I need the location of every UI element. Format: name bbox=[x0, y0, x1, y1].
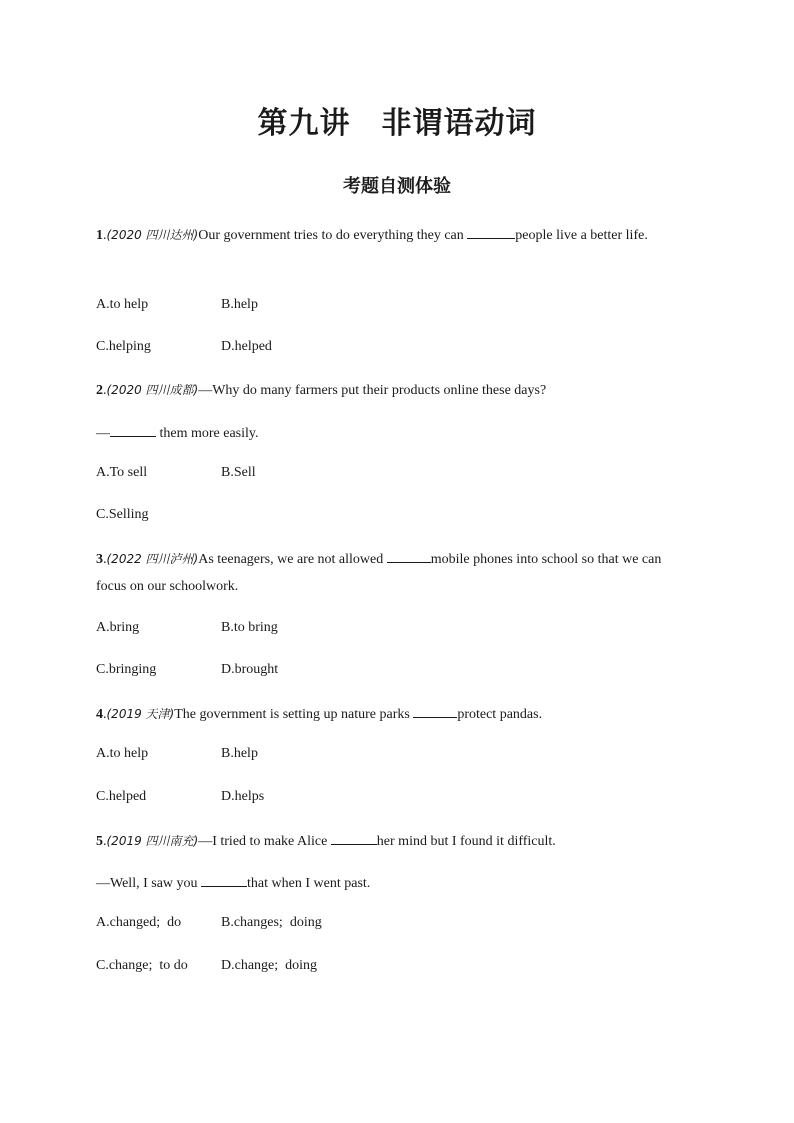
option-a: A.to help bbox=[96, 746, 149, 761]
answer-blank bbox=[413, 704, 457, 718]
question-1-stem: 1.(2020 四川达州)Our government tries to do everything they can people live a better life. bbox=[96, 221, 694, 250]
option-a: A.changed; do bbox=[96, 915, 182, 930]
stem-text: protect pandas. bbox=[457, 707, 543, 722]
stem-text: her mind but I found it difficult. bbox=[376, 834, 556, 849]
stem-text: people live a better life. bbox=[515, 228, 648, 243]
section-subtitle: 考题自测体验 bbox=[343, 176, 451, 197]
option-d: D.brought bbox=[221, 662, 279, 677]
option-b: B.changes; doing bbox=[221, 915, 322, 930]
question-5-reply bbox=[96, 873, 694, 893]
question-source: (2020 四川成都) bbox=[106, 383, 199, 397]
question-4-stem: 4.(2019 天津)The government is setting up nature parks protect pandas. bbox=[96, 704, 694, 724]
answer-blank bbox=[467, 225, 515, 239]
option-d: D.helped bbox=[221, 339, 272, 354]
stem-text: As teenagers, we are not allowed bbox=[198, 552, 387, 567]
answer-blank bbox=[201, 873, 247, 887]
stem-text: —I tried to make Alice bbox=[198, 834, 331, 849]
question-2-reply bbox=[96, 423, 694, 443]
option-a: A.To sell bbox=[96, 465, 148, 480]
question-source: (2019 四川南充) bbox=[106, 834, 199, 848]
question-source: (2020 四川达州) bbox=[106, 228, 199, 242]
option-a: A.to help bbox=[96, 297, 149, 312]
option-c: C.helped bbox=[96, 789, 147, 804]
question-number: 3 bbox=[96, 552, 103, 567]
reply-text: — bbox=[96, 426, 110, 441]
answer-blank bbox=[331, 831, 377, 845]
stem-text: —Why do many farmers put their products online these days? bbox=[198, 383, 547, 398]
option-b: B.Sell bbox=[221, 465, 256, 480]
option-c: C.bringing bbox=[96, 662, 157, 677]
question-source: (2022 四川泸州) bbox=[106, 552, 199, 566]
option-b: B.help bbox=[221, 297, 258, 312]
question-2-stem: 2.(2020 四川成都)—Why do many farmers put their products online these days? bbox=[96, 383, 547, 398]
question-source: (2019 天津) bbox=[106, 707, 175, 721]
question-3-stem-line2: focus on our schoolwork. bbox=[96, 579, 239, 594]
reply-text: them more easily. bbox=[156, 426, 259, 441]
option-a: A.bring bbox=[96, 620, 140, 635]
option-b: B.help bbox=[221, 746, 258, 761]
answer-blank bbox=[387, 549, 431, 563]
question-number: 5 bbox=[96, 834, 103, 849]
reply-text: that when I went past. bbox=[247, 876, 371, 891]
option-c: C.Selling bbox=[96, 507, 149, 522]
option-c: C.change; to do bbox=[96, 958, 188, 973]
page-title: 第九讲 非谓语动词 bbox=[257, 106, 537, 141]
question-number: 4 bbox=[96, 707, 103, 722]
stem-text: Our government tries to do everything they can bbox=[198, 228, 468, 243]
option-b: B.to bring bbox=[221, 620, 278, 635]
stem-text: mobile phones into school so that we can bbox=[430, 552, 662, 567]
option-d: D.helps bbox=[221, 789, 265, 804]
answer-blank bbox=[110, 423, 156, 437]
question-3-stem: 3.(2022 四川泸州)As teenagers, we are not allowed mobile phones into school so that we can bbox=[96, 549, 694, 569]
option-d: D.change; doing bbox=[221, 958, 318, 973]
question-number: 2 bbox=[96, 383, 103, 398]
question-5-stem: 5.(2019 四川南充)—I tried to make Alice her mind but I found it difficult. bbox=[96, 831, 694, 851]
reply-text: —Well, I saw you bbox=[96, 876, 202, 891]
option-c: C.helping bbox=[96, 339, 151, 354]
question-number: 1 bbox=[96, 228, 103, 243]
stem-text: The government is setting up nature parks bbox=[174, 707, 414, 722]
